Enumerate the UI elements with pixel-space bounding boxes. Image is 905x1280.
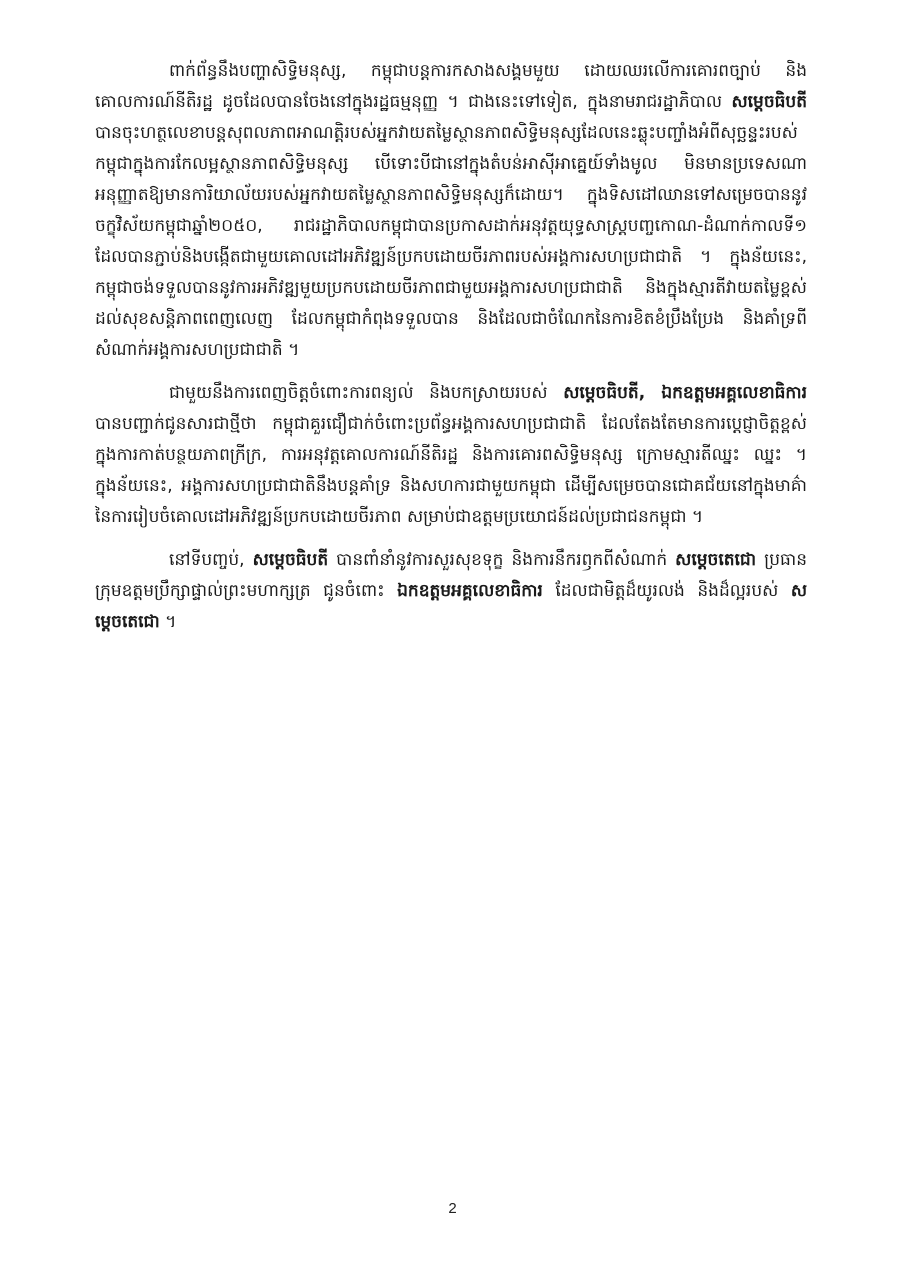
paragraph-2-bold-names: សម្តេចធិបតី, ឯកឧត្តមអគ្គលេខាធិការ [563, 383, 808, 403]
paragraph-1-text-cont: បានចុះហត្ថលេខាបន្តសុពលភាពអាណត្តិរបស់អ្នកវាយតម្លៃស្ថានភាពសិទ្ធិមនុស្សដែលនេះឆ្លុះបញ្ចាំងអំពីសុច្ឆន្ទះរបស់កម្ពុជាក្នុងការកែលម្អស្ថានភាពសិទ្ធិមនុស្ស បើទោះបីជានៅក្នុងតំបន់អាស៊ីអាគ្នេយ៍ទាំងមូល មិនមានប្រទេសណាអនុញ្ញាតឱ្យមានការិយាល័យរបស់អ្នកវាយតម្លៃស្ថានភាពសិទ្ធិមនុស្សក៏ដោយ។ ក្នុងទិសដៅឈានទៅសម្រេចបាននូវចក្ខុវិស័យកម្ពុជាឆ្នាំ២០៥០, រាជរដ្ឋាភិបាលកម្ពុជាបានប្រកាសដាក់អនុវត្តយុទ្ធសាស្រ្តបញ្ចកោណ-ដំណាក់កាលទី១ ដែលបានភ្ជាប់និងបង្កើតជាមួយគោលដៅអភិវឌ្ឍន៍ប្រកបដោយចីរភាពរបស់អង្គការសហប្រជាជាតិ ។ ក្នុងន័យនេះ, កម្ពុជាចង់ទទួលបាននូវការអភិវឌ្ឍមួយប្រកបដោយចីរភាពជាមួយអង្គការសហប្រជាជាតិ និងក្នុងស្មារតីវាយតម្លៃខ្ពស់ដល់សុខសន្តិភាពពេញលេញ ដែលកម្ពុជាកំពុងទទួលបាន និងដែលជាចំណែកនៃការខិតខំប្រឹងប្រែង និងគាំទ្រពីសំណាក់អង្គការសហប្រជាជាតិ ។ [95, 123, 807, 360]
paragraph-3 [95, 545, 807, 638]
paragraph-3-bold-name-2: សម្តេចតេជោ [675, 550, 757, 570]
paragraph-3-text-1: នៅទីបញ្ចប់, [169, 550, 253, 570]
paragraph-2 [95, 378, 807, 533]
paragraph-3-text-2: បានពាំនាំនូវការសួរសុខទុក្ខ និងការនឹករឭកពីសំណាក់ [328, 550, 676, 570]
paragraph-2-text: ជាមួយនឹងការពេញចិត្តចំពោះការពន្យល់ និងបកស្រាយរបស់ [169, 383, 564, 403]
paragraph-1 [95, 56, 807, 366]
paragraph-3-bold-name-3: ឯកឧត្តមអគ្គលេខាធិការ [397, 581, 543, 601]
document-body [95, 56, 807, 650]
page-number: 2 [448, 1200, 457, 1217]
paragraph-3-bold-name-1: សម្តេចធិបតី [252, 550, 329, 570]
paragraph-1-text: ពាក់ព័ន្ធនឹងបញ្ហាសិទ្ធិមនុស្ស, កម្ពុជាបន្តការកសាងសង្គមមួយ ដោយឈរលើការគោរពច្បាប់ និងគោលការណ៍នីតិរដ្ឋ ដូចដែលបានចែងនៅក្នុងរដ្ឋធម្មនុញ្ញ ។ ជាងនេះទៅទៀត, ក្នុងនាមរាជរដ្ឋាភិបាល [95, 61, 807, 112]
paragraph-3-text-3: ប្រធានក្រុមឧត្តមប្រឹក្សាផ្ទាល់ព្រះមហាក្សត្រ ជូនចំពោះ [95, 550, 807, 601]
paragraph-1-bold-name: សម្តេចធិបតី [731, 92, 807, 112]
paragraph-3-text-4: ដែលជាមិត្តដ៏យូរលង់ និងដ៏ល្អរបស់ [542, 581, 791, 601]
paragraph-3-text-5: ។ [159, 612, 177, 632]
paragraph-3-bold-name-4: សម្តេចតេជោ [95, 581, 808, 632]
paragraph-2-text-cont: បានបញ្ជាក់ជូនសារជាថ្មីថា កម្ពុជាគួរជឿជាក់ចំពោះប្រព័ន្ធអង្គការសហប្រជាជាតិ ដែលតែងតែមានការប្តេជ្ញាចិត្តខ្ពស់ ក្នុងការកាត់បន្ថយភាពក្រីក្រ, ការអនុវត្តគោលការណ៍នីតិរដ្ឋ និងការគោរពសិទ្ធិមនុស្ស ក្រោមស្មារតីឈ្នះ ឈ្នះ ។ ក្នុងន័យនេះ, អង្គការសហប្រជាជាតិនឹងបន្តគាំទ្រ និងសហការជាមួយកម្ពុជា ដើម្បីសម្រេចបានជោគជ័យនៅក្នុងមាគ៌ានៃការរៀបចំគោលដៅអភិវឌ្ឍន៍ប្រកបដោយចីរភាព សម្រាប់ជាឧត្តមប្រយោជន៍ដល់ប្រជាជនកម្ពុជា ។ [95, 414, 807, 527]
